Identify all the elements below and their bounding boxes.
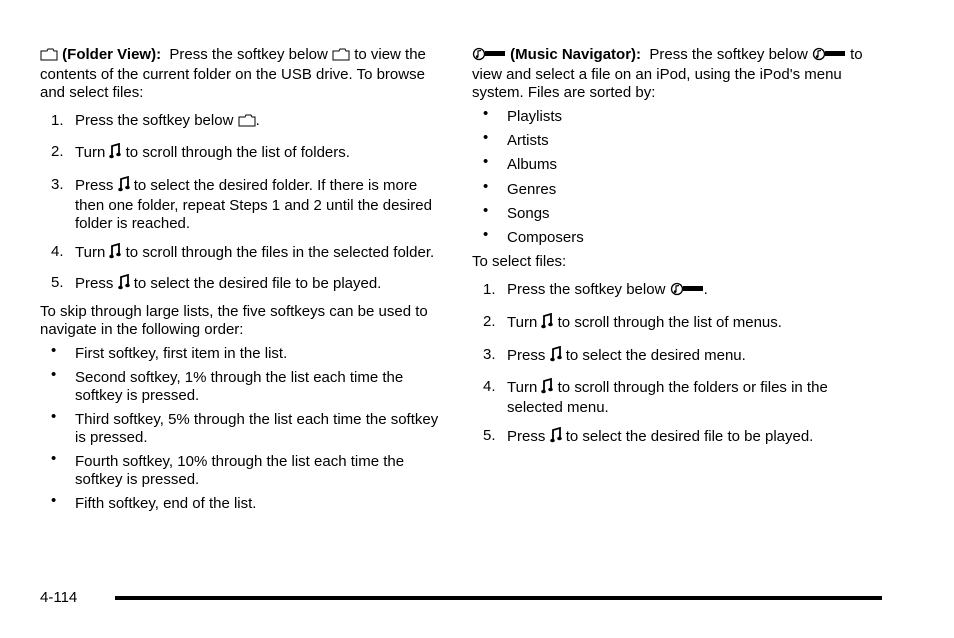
music-navigator-title: (Music Navigator):: [510, 46, 642, 63]
folder-icon: [332, 48, 350, 66]
music-steps-list: [472, 281, 872, 448]
list-item: 4. Turn to scroll through the folders or files in the selected menu.: [483, 378, 828, 416]
tune-knob-icon: [118, 176, 130, 197]
tune-knob-icon: [541, 313, 553, 334]
list-item: • Second softkey, 1% through the list each time the softkey is pressed.: [51, 366, 404, 404]
list-item: • Genres: [483, 178, 557, 198]
music-navigator-icon: [472, 47, 506, 66]
tune-knob-icon: [118, 274, 130, 295]
footer-rule: [115, 596, 882, 600]
music-navigator-text-a: Press the softkey below: [649, 46, 808, 63]
page-number: 4-114: [40, 589, 78, 606]
list-item: 3. Press to select the desired folder. If there is more then one folder, repeat Steps 1 and 2 until the desired folder is reached.: [51, 176, 432, 232]
list-item: 2. Turn to scroll through the list of folders.: [40, 143, 445, 164]
list-item: • Composers: [483, 226, 584, 246]
list-item: • Albums: [483, 153, 558, 173]
list-item: • Fourth softkey, 10% through the list each time the softkey is pressed.: [51, 450, 405, 488]
list-item: • Artists: [483, 129, 549, 149]
softkey-bullets: [40, 342, 445, 513]
folder-icon: [238, 114, 256, 132]
list-item: 4. Turn to scroll through the files in the selected folder.: [40, 243, 445, 264]
select-files-label: To select files:: [472, 253, 567, 270]
folder-view-text-b: to view the contents of the current folder on the USB drive. To browse and select files:: [40, 46, 426, 101]
folder-view-title: (Folder View):: [62, 46, 162, 63]
tune-knob-icon: [109, 243, 121, 264]
list-item: • Playlists: [483, 105, 563, 125]
list-item: 3. Press to select the desired menu.: [472, 346, 872, 367]
sort-bullets: [472, 105, 872, 247]
list-item: 1. Press the softkey below .: [40, 112, 445, 132]
right-column: [472, 46, 872, 448]
music-navigator-text-b: to view and select a file on an iPod, using the iPod's menu system. Files are sorted by:: [472, 46, 863, 101]
list-item: 5. Press to select the desired file to be played.: [40, 274, 445, 295]
folder-view-intro: [40, 46, 445, 102]
music-navigator-intro: [472, 46, 872, 102]
music-navigator-icon: [812, 47, 846, 66]
skip-intro: To skip through large lists, the five softkeys can be used to navigate in the following order:: [40, 303, 428, 338]
music-navigator-icon: [670, 282, 704, 301]
list-item: • Third softkey, 5% through the list each time the softkey is pressed.: [51, 408, 439, 446]
list-item: 1. Press the softkey below .: [472, 281, 872, 301]
list-item: • Songs: [483, 202, 550, 222]
left-column: [40, 46, 445, 513]
tune-knob-icon: [109, 143, 121, 164]
folder-view-text-a: Press the softkey below: [169, 46, 328, 63]
tune-knob-icon: [550, 346, 562, 367]
list-item: • First softkey, first item in the list.: [51, 342, 288, 362]
list-item: • Fifth softkey, end of the list.: [51, 492, 257, 512]
list-item: 5. Press to select the desired file to be played.: [472, 427, 872, 448]
tune-knob-icon: [550, 427, 562, 448]
list-item: 2. Turn to scroll through the list of menus.: [472, 313, 872, 334]
tune-knob-icon: [541, 378, 553, 399]
folder-steps-list: [40, 112, 445, 295]
folder-icon: [40, 48, 58, 66]
